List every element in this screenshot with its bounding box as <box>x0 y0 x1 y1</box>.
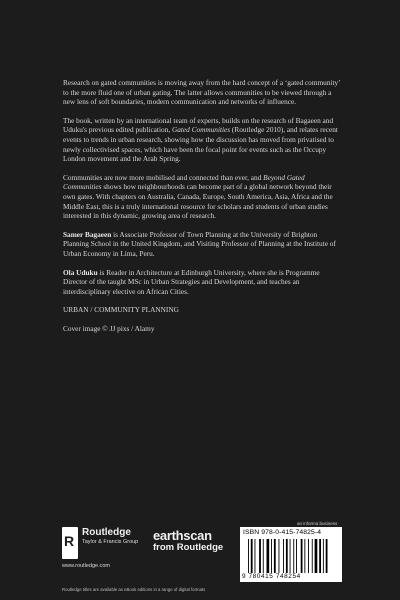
author-bio-text: is Associate Professor of Town Planning at the University of Brighton Planning School in the United Kingdom, and Visiting Professor of Planning at the Institute of Urban Economy in Lima, Peru. <box>63 229 336 258</box>
imprint-sub: from Routledge <box>153 542 224 553</box>
barcode-icon <box>248 539 338 573</box>
blurb-text: shows how neighbourhoods can become part of a global network beyond their own gates. With chapters on Australia, Canada, Europe, South America, Asia, Africa and the Middle East, this is a truly international resource for scholars and students of urban studies interested in this dynamic, growing area of research. <box>63 182 333 221</box>
blurb-text: (Routledge 2010), and relates recent events to trends in urban research, showing how the discussion has moved from privatised to newly collectivised spaces, which have been the focal point for events such as the Occupy London movement and the Arab Spring. <box>63 125 338 164</box>
publisher-group: Taylor & Francis Group <box>82 539 139 545</box>
earthscan-logo <box>153 528 223 553</box>
author-bio-2 <box>63 268 341 297</box>
blurb-text: The book, written by an international team of experts, builds on the research of Bagaeen and Uduku's previous edited publication, <box>63 115 334 135</box>
blurb-paragraph-1: Research on gated communities is moving away from the hard concept of a ‘gated community’ to the more fluid one of urban gating. The latter allows communities to be viewed through a new lens of soft boundaries, modern communication and networks of influence. <box>63 78 341 107</box>
cover-credit: Cover image © JJ pixs / Alamy <box>63 323 155 333</box>
publisher-website: www.routledge.com <box>62 563 110 569</box>
blurb-paragraph-3 <box>63 173 341 221</box>
author-name: Ola Uduku <box>63 267 98 277</box>
imprint-name: earthscan <box>153 528 212 543</box>
informa-tagline: an informa business <box>297 521 338 526</box>
isbn-barcode <box>240 527 342 582</box>
routledge-emblem-icon: R <box>62 527 78 559</box>
blurb-paragraph-2 <box>63 116 341 164</box>
author-name: Samer Bagaeen <box>63 229 112 239</box>
barcode-digits: 9 780415 748254 <box>242 573 301 580</box>
publisher-name: Routledge <box>82 527 131 538</box>
subject-category: URBAN / COMMUNITY PLANNING <box>63 305 179 315</box>
isbn-label: ISBN 978-0-415-74825-4 <box>243 529 322 536</box>
author-bio-1 <box>63 230 341 259</box>
book-title: Beyond Gated Communities <box>63 172 305 192</box>
ebook-note: Routledge titles are available as eBook editions in a range of digital formats <box>62 587 206 592</box>
back-cover-text <box>63 78 341 342</box>
author-bio-text: is Reader in Architecture at Edinburgh University, where she is Programme Director of the taught MSc in Urban Strategies and Development, and teaches an interdisciplinary elective on African Cities. <box>63 267 320 296</box>
book-title-ref: Gated Communities <box>171 125 231 135</box>
blurb-text: Communities are now more mobilised and connected than ever, and <box>63 172 264 182</box>
